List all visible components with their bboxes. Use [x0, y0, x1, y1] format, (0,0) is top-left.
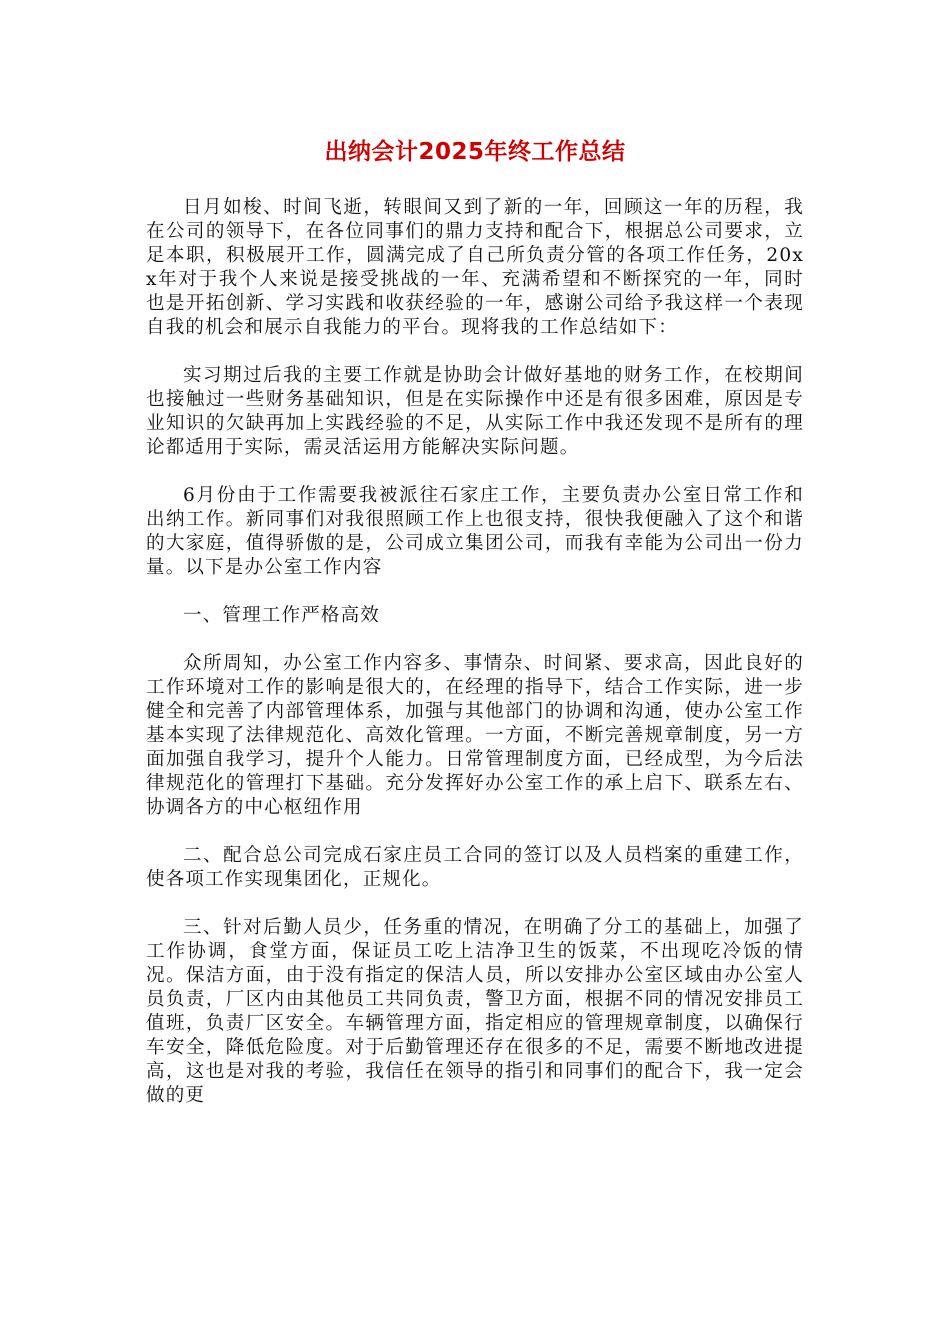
paragraph-intro: 日月如梭、时间飞逝，转眼间又到了新的一年，回顾这一年的历程，我在公司的领导下，在各位同事们的鼎力支持和配合下，根据总公司要求，立足本职，积极展开工作，圆满完成了自己所负责分管的各项工作任务，20xx年对于我个人来说是接受挑战的一年、充满希望和不断探究的一年，同时也是开拓创新、学习实践和收获经验的一年，感谢公司给予我这样一个表现自我的机会和展示自我能力的平台。现将我的工作总结如下：: [146, 197, 804, 338]
section-heading-management: 一、管理工作严格高效: [183, 605, 381, 626]
paragraph-contracts: 二、配合总公司完成石家庄员工合同的签订以及人员档案的重建工作，使各项工作实现集团化，正规化。: [146, 845, 804, 890]
paragraph-logistics: 三、针对后勤人员少，任务重的情况，在明确了分工的基础上，加强了工作协调，食堂方面，保证员工吃上洁净卫生的饭菜，不出现吃冷饭的情况。保洁方面，由于没有指定的保洁人员，所以安排办公室区域由办公室人员负责，厂区内由其他员工共同负责，警卫方面，根据不同的情况安排员工值班，负责厂区安全。车辆管理方面，指定相应的管理规章制度，以确保行车安全，降低危险度。对于后勤管理还存在很多的不足，需要不断地改进提高，这也是对我的考验，我信任在领导的指引和同事们的配合下，我一定会做的更: [146, 917, 804, 1106]
document-title: 出纳会计2025年终工作总结: [324, 139, 626, 165]
paragraph-management: 众所周知，办公室工作内容多、事情杂、时间紧、要求高，因此良好的工作环境对工作的影响是很大的，在经理的指导下，结合工作实际，进一步健全和完善了内部管理体系，加强与其他部门的协调和沟通，使办公室工作基本实现了法律规范化、高效化管理。一方面，不断完善规章制度，另一方面加强自我学习，提升个人能力。日常管理制度方面，已经成型，为今后法律规范化的管理打下基础。充分发挥好办公室工作的承上启下、联系左右、协调各方的中心枢纽作用: [146, 653, 804, 818]
paragraph-shijiazhuang: 6月份由于工作需要我被派往石家庄工作，主要负责办公室日常工作和出纳工作。新同事们对我很照顾工作上也很支持，很快我便融入了这个和谐的大家庭，值得骄傲的是，公司成立集团公司，而我有幸能为公司出一份力量。以下是办公室工作内容: [146, 485, 804, 578]
paragraph-internship: 实习期过后我的主要工作就是协助会计做好基地的财务工作，在校期间也接触过一些财务基础知识，但是在实际操作中还是有很多困难，原因是专业知识的欠缺再加上实践经验的不足，从实际工作中我还发现不是所有的理论都适用于实际，需灵活运用方能解决实际问题。: [146, 365, 804, 458]
